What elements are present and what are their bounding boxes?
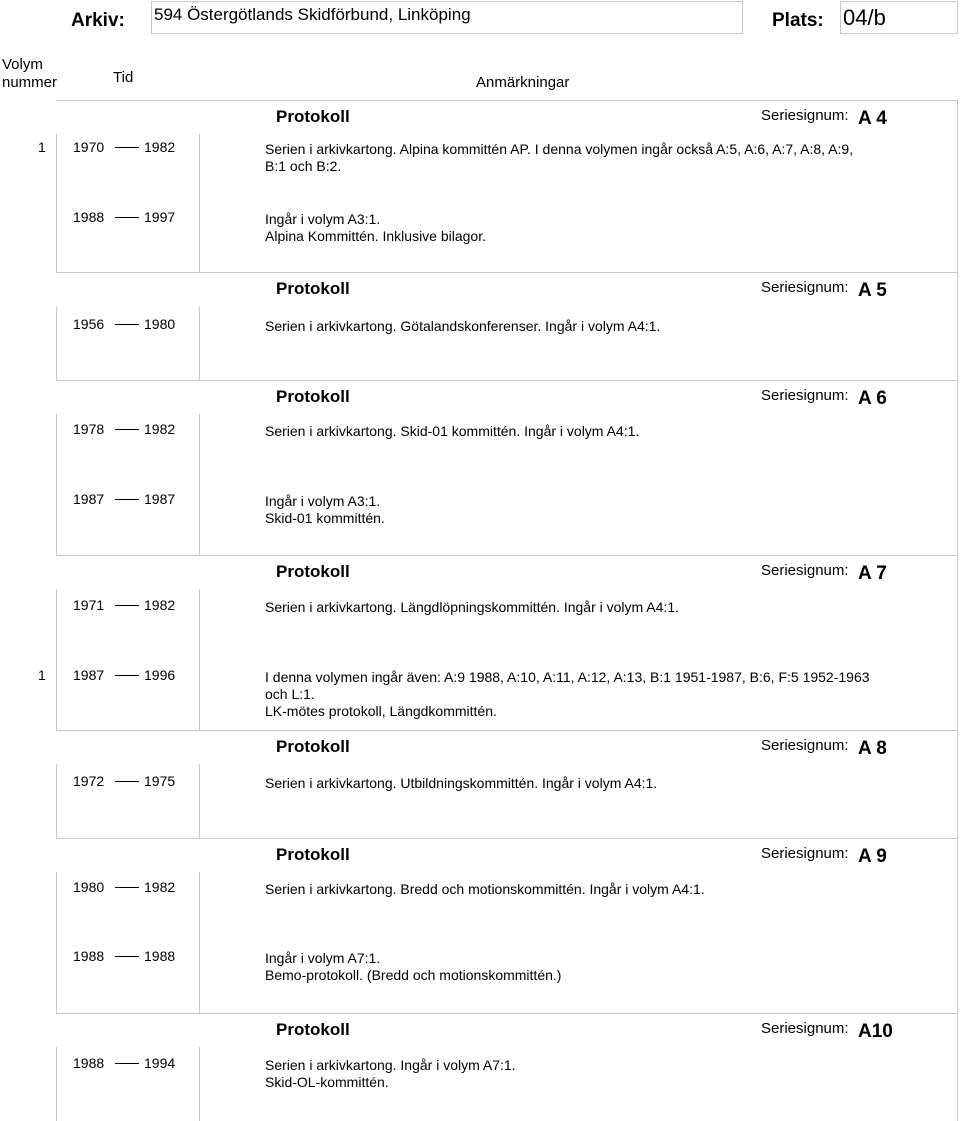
seriesignum-label: Seriesignum:: [761, 845, 849, 862]
year-to: 1997: [144, 209, 176, 225]
volume-note: Ingår i volym A3:1. Alpina Kommittén. Inklusive bilagor.: [265, 211, 486, 244]
column-header-anmarkningar: Anmärkningar: [476, 74, 570, 91]
section-left-border: [56, 306, 57, 380]
section-top-border: [56, 380, 958, 381]
arkiv-value-box: [151, 1, 743, 34]
year-range-dash: [115, 324, 139, 325]
section-column-divider: [199, 134, 200, 272]
section-title: Protokoll: [276, 562, 350, 581]
section-right-border: [957, 100, 958, 272]
year-from: 1972: [73, 773, 105, 789]
section-column-divider: [199, 872, 200, 1013]
volume-note: Serien i arkivkartong. Ingår i volym A7:1. Skid-OL-kommittén.: [265, 1057, 516, 1090]
section-left-border: [56, 414, 57, 555]
year-range-dash: [115, 1063, 139, 1064]
volume-note: I denna volymen ingår även: A:9 1988, A:10, A:11, A:12, A:13, B:1 1951-1987, B:6, F:5 1952-1963 och L:1. LK-mötes protokoll, Längdkommittén.: [265, 669, 870, 719]
year-from: 1987: [73, 491, 105, 507]
section-left-border: [56, 589, 57, 730]
volume-note: Serien i arkivkartong. Längdlöpningskommittén. Ingår i volym A4:1.: [265, 599, 679, 615]
year-range-dash: [115, 429, 139, 430]
section-column-divider: [199, 414, 200, 555]
section-right-border: [957, 730, 958, 838]
volume-note: Ingår i volym A3:1. Skid-01 kommittén.: [265, 493, 385, 526]
year-to: 1994: [144, 1055, 176, 1071]
year-to: 1988: [144, 948, 176, 964]
year-from: 1987: [73, 667, 105, 683]
year-to: 1996: [144, 667, 176, 683]
section-top-border: [56, 838, 958, 839]
section-top-border: [56, 730, 958, 731]
volume-note: Serien i arkivkartong. Skid-01 kommittén. Ingår i volym A4:1.: [265, 423, 640, 439]
year-range-dash: [115, 605, 139, 606]
year-from: 1978: [73, 421, 105, 437]
section-title: Protokoll: [276, 845, 350, 864]
section-title: Protokoll: [276, 279, 350, 298]
year-from: 1956: [73, 316, 105, 332]
section-column-divider: [199, 589, 200, 730]
year-from: 1971: [73, 597, 105, 613]
section-right-border: [957, 555, 958, 730]
column-header-tid: Tid: [113, 69, 134, 86]
plats-value: 04/b: [843, 5, 886, 30]
year-range-dash: [115, 147, 139, 148]
year-from: 1988: [73, 209, 105, 225]
volume-note: Serien i arkivkartong. Alpina kommittén AP. I denna volymen ingår också A:5, A:6, A:7, A:8, A:9, B:1 och B:2.: [265, 141, 854, 174]
section-top-border: [56, 555, 958, 556]
seriesignum-label: Seriesignum:: [761, 387, 849, 404]
seriesignum-value: A 6: [858, 388, 887, 409]
seriesignum-label: Seriesignum:: [761, 737, 849, 754]
seriesignum-value: A 8: [858, 738, 887, 759]
seriesignum-value: A10: [858, 1021, 893, 1042]
year-range-dash: [115, 887, 139, 888]
year-range-dash: [115, 217, 139, 218]
year-to: 1982: [144, 421, 176, 437]
section-column-divider: [199, 1047, 200, 1121]
year-from: 1988: [73, 948, 105, 964]
section-column-divider: [199, 306, 200, 380]
year-from: 1988: [73, 1055, 105, 1071]
year-to: 1982: [144, 597, 176, 613]
section-title: Protokoll: [276, 107, 350, 126]
section-title: Protokoll: [276, 1020, 350, 1039]
section-top-border: [56, 1013, 958, 1014]
year-range-dash: [115, 675, 139, 676]
volume-note: Ingår i volym A7:1. Bemo-protokoll. (Bredd och motionskommittén.): [265, 950, 562, 983]
plats-value-box: [840, 1, 958, 34]
section-title: Protokoll: [276, 387, 350, 406]
seriesignum-value: A 5: [858, 280, 887, 301]
seriesignum-label: Seriesignum:: [761, 562, 849, 579]
year-range-dash: [115, 781, 139, 782]
section-title: Protokoll: [276, 737, 350, 756]
column-header-volym-line2: nummer: [2, 74, 58, 91]
section-left-border: [56, 764, 57, 838]
section-right-border: [957, 1013, 958, 1121]
volume-note: Serien i arkivkartong. Götalandskonferenser. Ingår i volym A4:1.: [265, 318, 661, 334]
year-to: 1975: [144, 773, 176, 789]
year-range-dash: [115, 956, 139, 957]
year-from: 1970: [73, 139, 105, 155]
seriesignum-label: Seriesignum:: [761, 107, 849, 124]
arkiv-label: Arkiv:: [71, 10, 125, 31]
volume-note: Serien i arkivkartong. Bredd och motionskommittén. Ingår i volym A4:1.: [265, 881, 705, 897]
arkiv-value: 594 Östergötlands Skidförbund, Linköping: [154, 5, 471, 24]
column-header-volym-line1: Volym: [2, 56, 43, 73]
section-top-border: [56, 272, 958, 273]
year-to: 1980: [144, 316, 176, 332]
seriesignum-value: A 4: [858, 108, 887, 129]
section-left-border: [56, 134, 57, 272]
year-to: 1982: [144, 879, 176, 895]
year-range-dash: [115, 499, 139, 500]
year-to: 1987: [144, 491, 176, 507]
volume-number: 1: [38, 139, 46, 155]
volume-note: Serien i arkivkartong. Utbildningskommittén. Ingår i volym A4:1.: [265, 775, 658, 791]
section-column-divider: [199, 764, 200, 838]
seriesignum-label: Seriesignum:: [761, 279, 849, 296]
section-right-border: [957, 272, 958, 380]
section-right-border: [957, 380, 958, 555]
year-to: 1982: [144, 139, 176, 155]
year-from: 1980: [73, 879, 105, 895]
section-top-border: [56, 100, 958, 101]
volume-number: 1: [38, 667, 46, 683]
section-left-border: [56, 872, 57, 1013]
section-left-border: [56, 1047, 57, 1121]
seriesignum-value: A 7: [858, 563, 887, 584]
plats-label: Plats:: [772, 10, 824, 31]
seriesignum-label: Seriesignum:: [761, 1020, 849, 1037]
column-header-volym: [2, 56, 57, 92]
section-right-border: [957, 838, 958, 1013]
seriesignum-value: A 9: [858, 846, 887, 867]
